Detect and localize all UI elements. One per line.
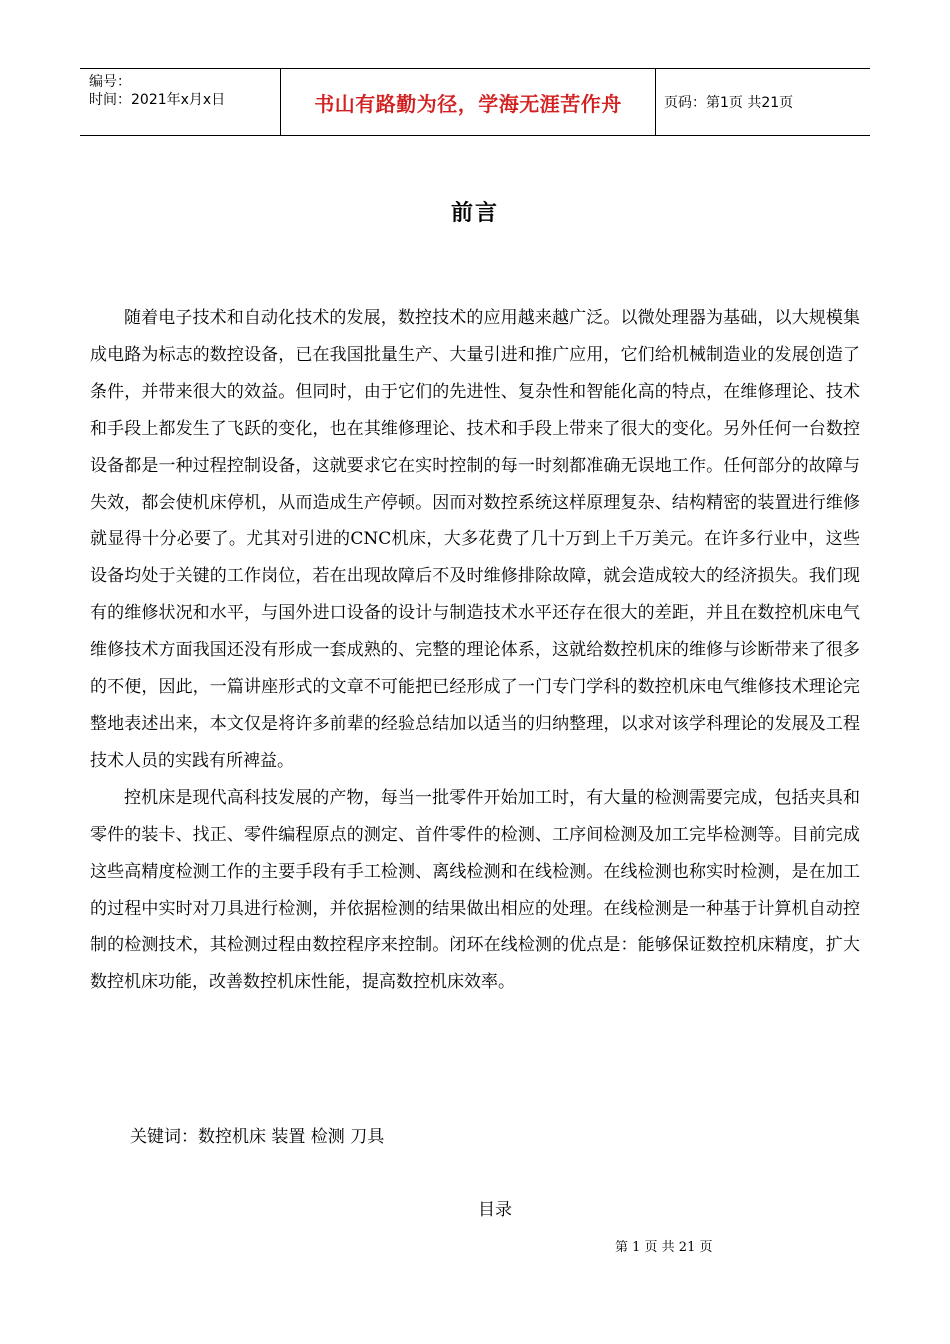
page-footer: 第 1 页 共 21 页: [615, 1240, 713, 1255]
time-label: 时间：2021年x月x日: [89, 92, 226, 108]
body-text: [90, 300, 860, 1001]
header-meta-cell: [80, 69, 281, 135]
page-title: 前言: [450, 201, 499, 226]
toc-title: 目录: [478, 1200, 512, 1220]
page-info-cell: [656, 69, 870, 135]
page-info-text: 页码：第1页 共21页: [664, 95, 794, 111]
motto-text: 书山有路勤为径，学海无涯苦作舟: [314, 91, 622, 116]
paragraph: 随着电子技术和自动化技术的发展，数控技术的应用越来越广泛。以微处理器为基础，以大规模集成电路为标志的数控设备，已在我国批量生产、大量引进和推广应用，它们给机械制造业的发展创造了条件，并带来很大的效益。但同时，由于它们的先进性、复杂性和智能化高的特点，在维修理论、技术和手段上都发生了飞跃的变化，也在其维修理论、技术和手段上带来了很大的变化。另外任何一台数控设备都是一种过程控制设备，这就要求它在实时控制的每一时刻都准确无误地工作。任何部分的故障与失效，都会使机床停机，从而造成生产停顿。因而对数控系统这样原理复杂、结构精密的装置进行维修就显得十分必要了。尤其对引进的CNC机床，大多花费了几十万到上千万美元。在许多行业中，这些设备均处于关键的工作岗位，若在出现故障后不及时维修排除故障，就会造成较大的经济损失。我们现有的维修状况和水平，与国外进口设备的设计与制造技术水平还存在很大的差距，并且在数控机床电气维修技术方面我国还没有形成一套成熟的、完整的理论体系，这就给数控机床的维修与诊断带来了很多的不便，因此，一篇讲座形式的文章不可能把已经形成了一门专门学科的数控机床电气维修技术理论完整地表述出来，本文仅是将许多前辈的经验总结加以适当的归纳整理，以求对该学科理论的发展及工程技术人员的实践有所裨益。: [90, 308, 860, 771]
serial-number-label: 编号：: [89, 74, 131, 90]
keywords-line: 关键词：数控机床 装置 检测 刀具: [130, 1127, 385, 1147]
paragraph: 控机床是现代高科技发展的产物，每当一批零件开始加工时，有大量的检测需要完成，包括夹具和零件的装卡、找正、零件编程原点的测定、首件零件的检测、工序间检测及加工完毕检测等。目前完成这些高精度检测工作的主要手段有手工检测、离线检测和在线检测。在线检测也称实时检测，是在加工的过程中实时对刀具进行检测，并依据检测的结果做出相应的处理。在线检测是一种基于计算机自动控制的检测技术，其检测过程由数控程序来控制。闭环在线检测的优点是：能够保证数控机床精度，扩大数控机床功能，改善数控机床性能，提高数控机床效率。: [90, 787, 860, 993]
header-table: [80, 68, 870, 136]
motto-cell: [281, 69, 656, 135]
